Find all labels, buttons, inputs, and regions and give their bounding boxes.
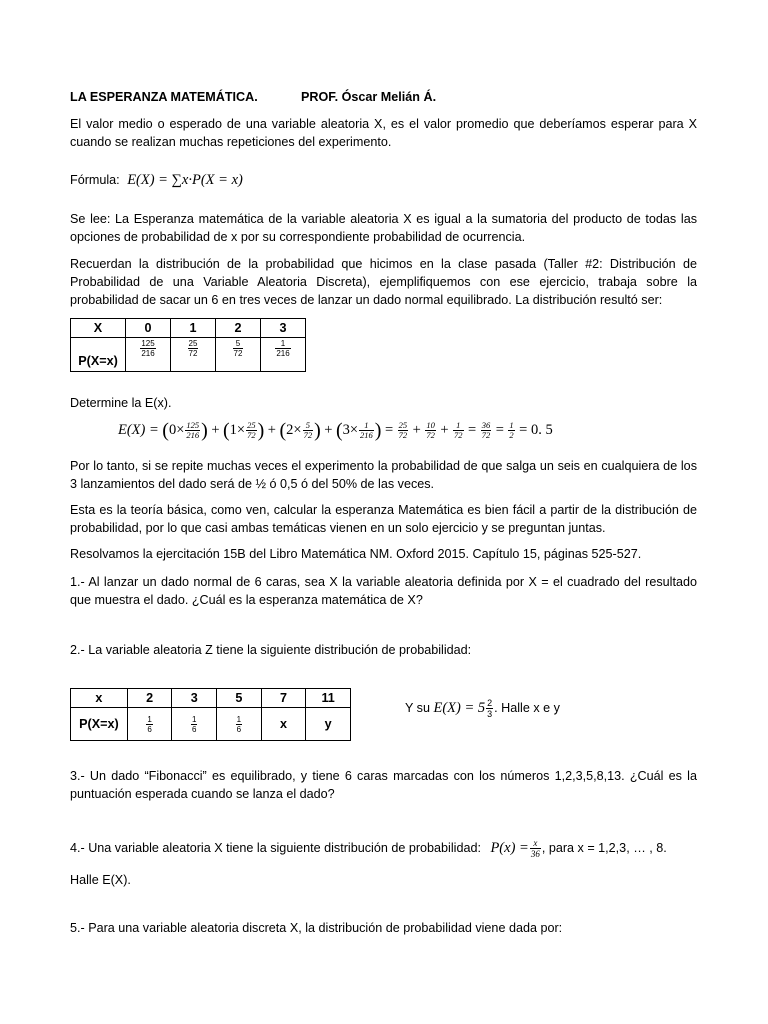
fraction: $\frac{25}{72}$ [188,339,198,359]
formula-expression: E(X) = ∑x·P(X = x) [127,172,243,188]
exercise-1: 1.- Al lanzar un dado normal de 6 caras, sea X la variable aleatoria definida por X = el cuadrado del resultado que muestra el dado. ¿Cuál es la esperanza matemática de X? [70,575,697,607]
table1-x-header: X [71,319,126,338]
distribution-table-1 [70,318,306,372]
table2-p-cell: y [306,708,351,741]
table1-p-cell [171,338,216,372]
determine-line: Determine la E(x). [70,396,172,410]
table1-x-cell: 1 [171,319,216,338]
fraction: $\frac{5}{72}$ [303,420,313,441]
table1-p-cell [126,338,171,372]
theory-paragraph: Esta es la teoría básica, como ven, calcular la esperanza Matemática es bien fácil a partir de la distribución de probabilidad, por lo que casi ambas temáticas vienen en un solo ejercicio y se preguntan juntas. [70,503,697,535]
exercise-2-condition: Y su E(X) = 5 $\frac{2}{3}$ . Halle x e y [405,698,560,719]
table1-x-cell: 3 [261,319,306,338]
table2-p-header: P(X=x) [71,708,128,741]
table2-x-cell: 2 [127,689,172,708]
se-lee-paragraph: Se lee: La Esperanza matemática de la variable aleatoria X es igual a la sumatoria del producto de todas las opciones de probabilidad de x por su correspondiente probabilidad de ocurrencia. [70,212,697,244]
table2-p-cell [217,708,262,741]
fraction: $\frac{25}{72}$ [398,420,408,441]
exercise-4-halle: Halle E(X). [70,873,131,887]
fraction: $\frac{1}{6}$ [147,714,152,734]
recuerdan-paragraph: Recuerdan la distribución de la probabilidad que hicimos en la clase pasada (Taller #2: Distribución de Probabilidad de una Variable Aleatoria Discreta), ejemplifiquemos con ese ejercicio, trabaja sobre la probabilidad de sacar un 6 en tres veces de lanzar un dado normal equilibrado. La distribución resultó ser: [70,257,697,307]
exercise-reference: Resolvamos la ejercitación 15B del Libro Matemática NM. Oxford 2015. Capítulo 15, páginas 525-527. [70,547,642,561]
expectation-equation: E(X) = (0× $\frac{125}{216}$ ) + (1× $\frac{25}{72}$ ) + (2× $\frac{5}{72}$ ) + (3× $\frac{1}{216}$ ) = $\frac{25}{72}$ + $\frac{10}{72}$ + $\frac{1}{72}$ = $\frac{36}{72}$ = $\frac{1}{2}$ = 0. 5 [118,419,553,442]
table1-p-cell [216,338,261,372]
table2-x-cell: 5 [217,689,262,708]
table1-p-cell [261,338,306,372]
table2-x-cell: 3 [172,689,217,708]
fraction: $\frac{125}{216}$ [141,339,155,359]
fraction: $\frac{10}{72}$ [426,420,435,441]
equation-result: = 0. 5 [519,422,553,438]
table2-x-header: x [71,689,128,708]
fraction: $\frac{1}{2}$ [509,420,514,441]
equation-lhs: E(X) = [118,422,159,438]
table1-x-cell: 2 [216,319,261,338]
title-text: LA ESPERANZA MATEMÁTICA. [70,90,258,104]
table1-p-header: P(X=x) [71,338,126,372]
fraction: $\frac{1}{216}$ [360,420,373,441]
fraction: $\frac{25}{72}$ [247,420,256,441]
formula-label: Fórmula: [70,173,120,187]
author-name: PROF. Óscar Melián Á. [301,90,437,104]
exercise-2: 2.- La variable aleatoria Z tiene la siguiente distribución de probabilidad: [70,643,472,657]
fraction: $\frac{36}{72}$ [481,420,491,441]
fraction: $\frac{1}{6}$ [192,714,197,734]
fraction: $\frac{x}{36}$ [530,838,540,859]
table2-x-cell: 11 [306,689,351,708]
fraction: $\frac{125}{216}$ [186,420,200,441]
fraction: $\frac{5}{72}$ [233,339,243,359]
table2-p-cell [127,708,172,741]
intro-paragraph: El valor medio o esperado de una variable aleatoria X, es el valor promedio que deberíamos esperar para X cuando se realizan muchas repeticiones del experimento. [70,117,697,149]
fraction: $\frac{1}{72}$ [454,420,463,441]
table2-p-cell [172,708,217,741]
formula-line [70,171,697,189]
table2-p-cell: x [261,708,306,741]
exercise-5: 5.- Para una variable aleatoria discreta X, la distribución de probabilidad viene dada por: [70,921,563,935]
table2-x-cell: 7 [261,689,306,708]
table1-x-cell: 0 [126,319,171,338]
conclusion-paragraph: Por lo tanto, si se repite muchas veces el experimento la probabilidad de que salga un seis en cualquiera de los 3 lanzamientos del dado será de ½ ó 0,5 ó del 50% de las veces. [70,459,697,491]
exercise-3: 3.- Un dado “Fibonacci” es equilibrado, y tiene 6 caras marcadas con los números 1,2,3,5,8,13. ¿Cuál es la puntuación esperada cuando se lanza el dado? [70,769,697,801]
distribution-table-2 [70,688,351,741]
fraction: $\frac{1}{6}$ [236,714,242,734]
document-title [70,88,697,106]
fraction: $\frac{2}{3}$ [487,698,493,719]
fraction: $\frac{1}{216}$ [276,339,290,359]
exercise-4: 4.- Una variable aleatoria X tiene la siguiente distribución de probabilidad: P(x) = $\frac{x}{36}$ , para x = 1,2,3, … , 8. [70,838,667,859]
